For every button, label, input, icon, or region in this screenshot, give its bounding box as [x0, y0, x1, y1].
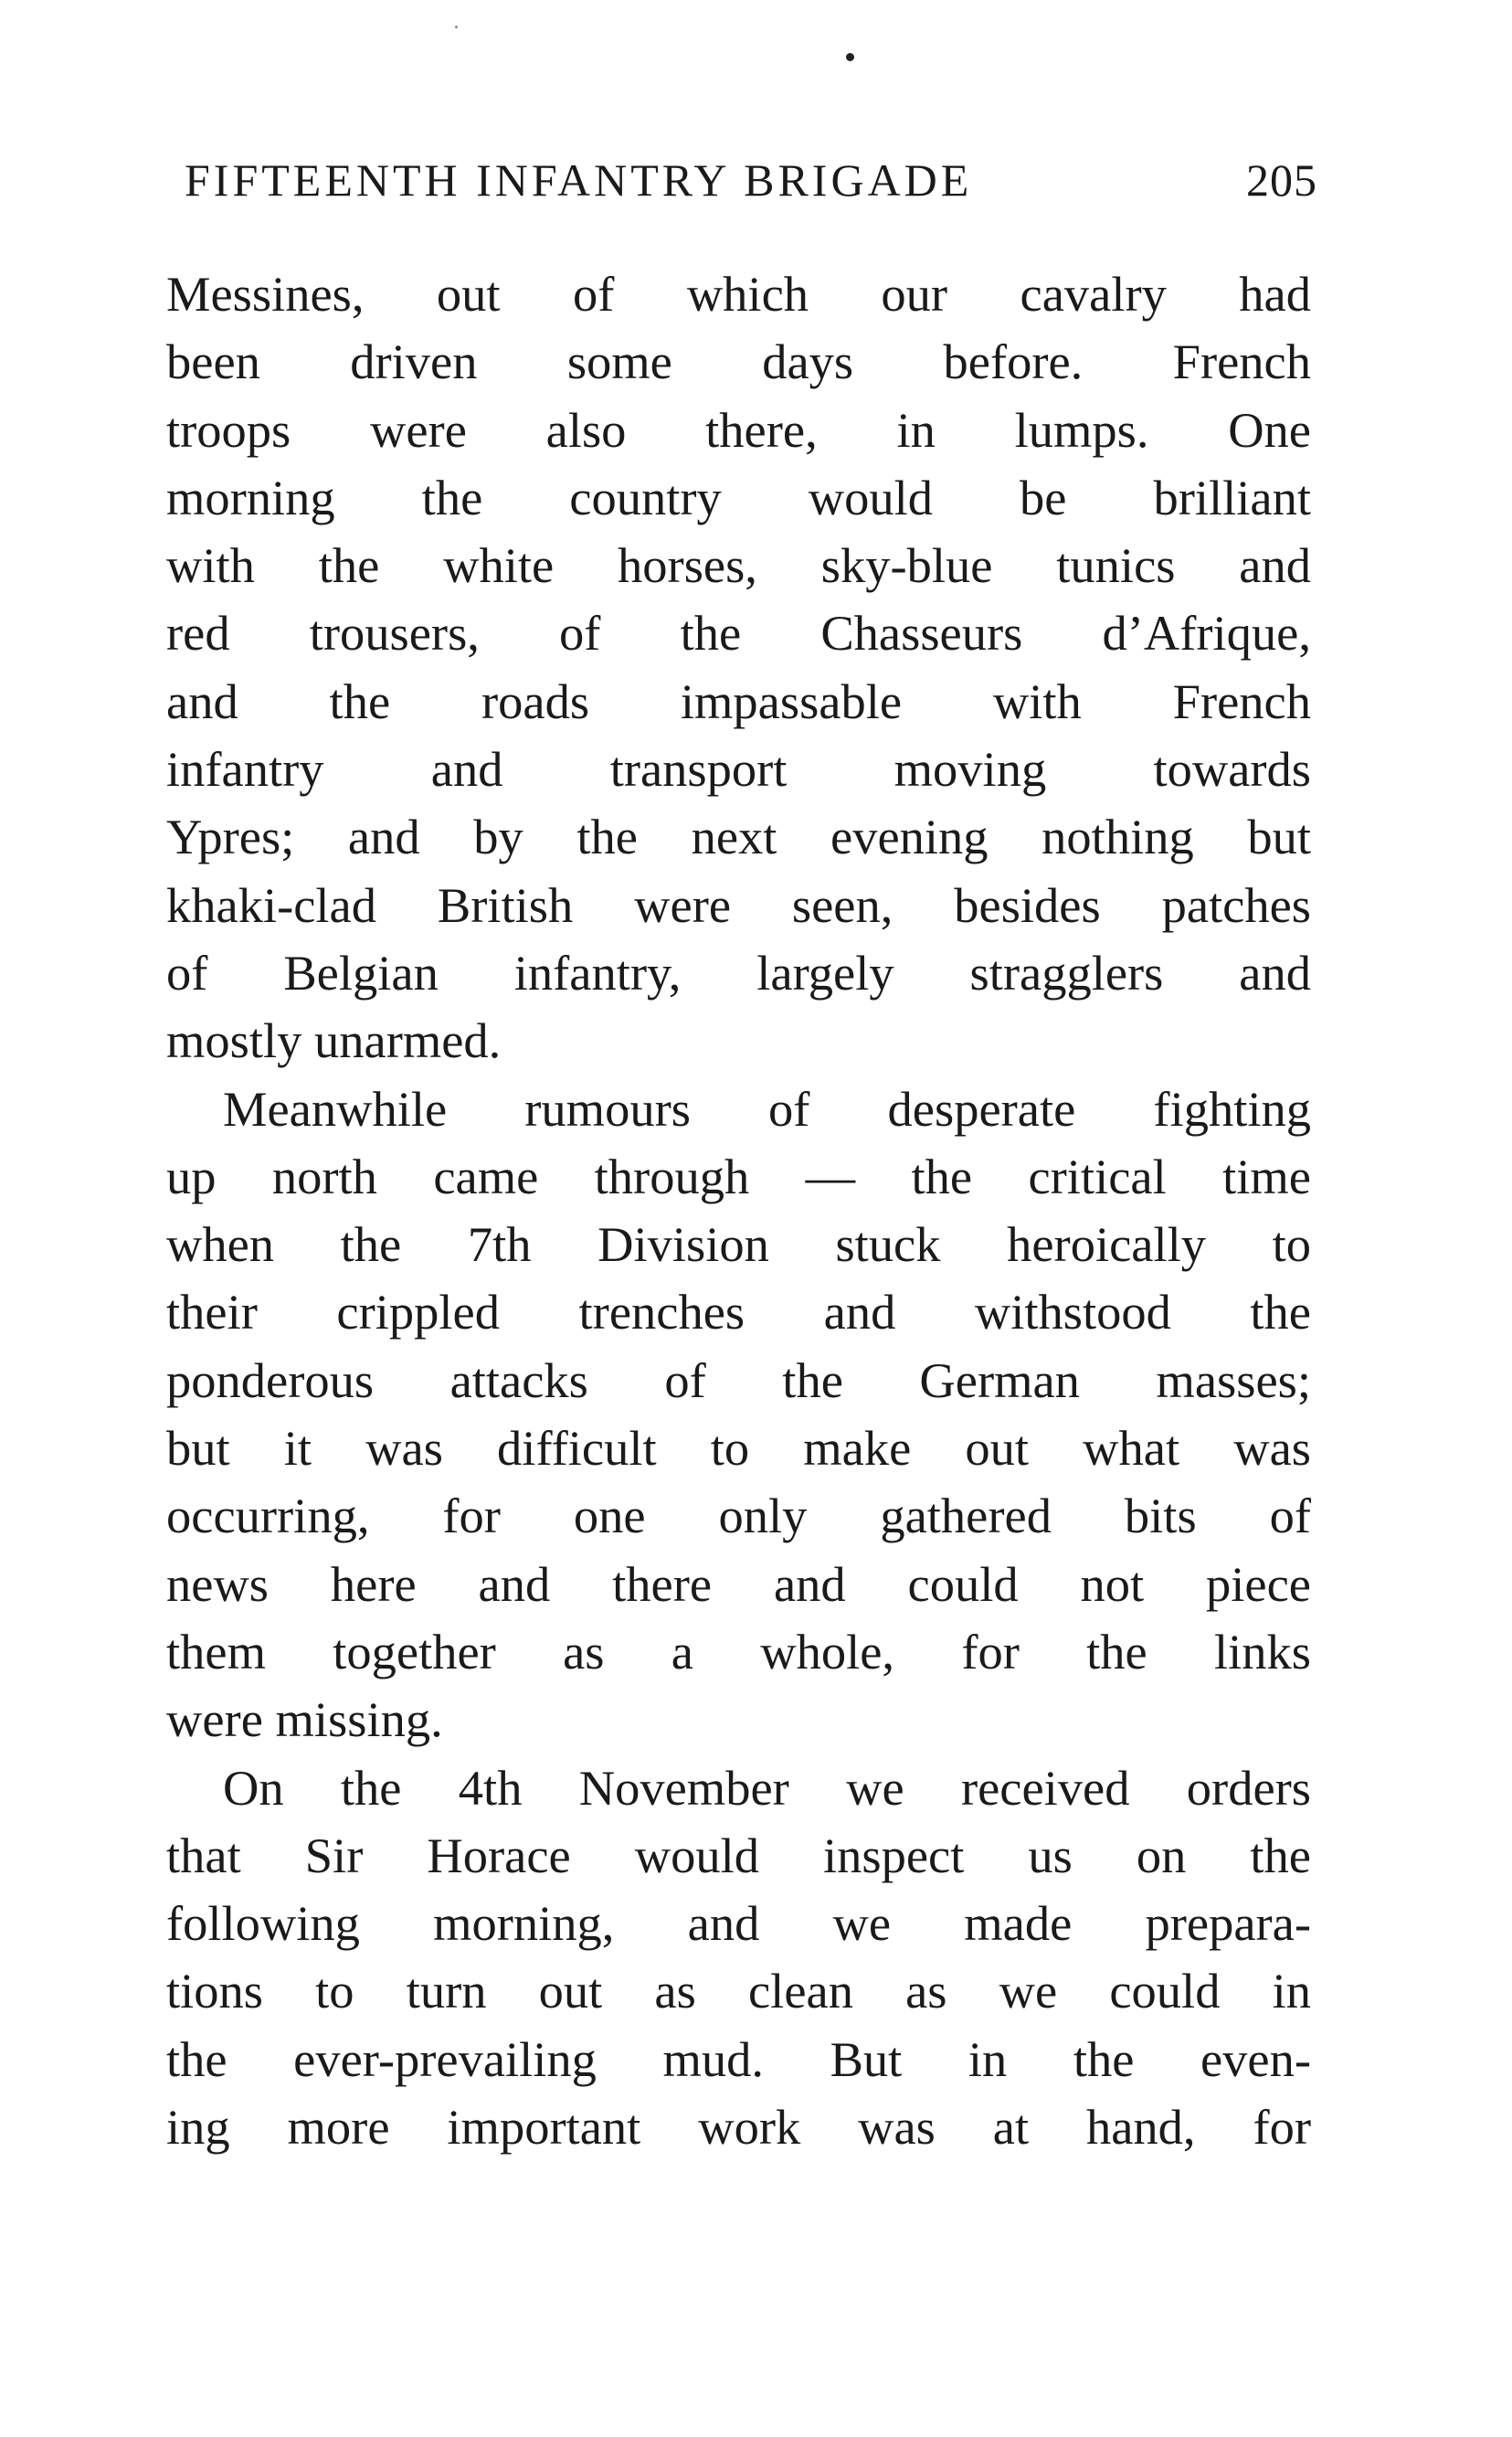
text-line: their crippled trenches and withstood the: [166, 1284, 1311, 1340]
text-line: mostly unarmed.: [166, 1012, 502, 1069]
text-line: tions to turn out as clean as we could in: [166, 1963, 1311, 2019]
text-line: red trousers, of the Chasseurs d’Afrique,: [166, 605, 1311, 662]
text-line: with the white horses, sky-blue tunics and: [166, 537, 1311, 594]
text-line: Meanwhile rumours of desperate fighting: [223, 1080, 1311, 1137]
text-line: up north came through — the critical time: [166, 1148, 1311, 1204]
text-line: ing more important work was at hand, for: [166, 2099, 1311, 2156]
page-header: [185, 154, 1317, 217]
page-number: 205: [1246, 154, 1317, 206]
text-line: of Belgian infantry, largely stragglers and: [166, 944, 1311, 1001]
text-line: On the 4th November we received orders: [223, 1759, 1311, 1816]
running-head: FIFTEENTH INFANTRY BRIGADE: [185, 154, 973, 206]
text-line: troops were also there, in lumps. One: [166, 401, 1311, 458]
text-line: them together as a whole, for the links: [166, 1623, 1311, 1679]
text-line: and the roads impassable with French: [166, 673, 1311, 729]
text-line: the ever-prevailing mud. But in the even-: [166, 2030, 1311, 2087]
text-line: following morning, and we made prepara-: [166, 1895, 1311, 1952]
text-line: morning the country would be brilliant: [166, 469, 1311, 525]
text-line: Messines, out of which our cavalry had: [166, 266, 1311, 322]
text-line: but it was difficult to make out what was: [166, 1420, 1311, 1477]
text-line: been driven some days before. French: [166, 334, 1311, 390]
text-line: khaki-clad British were seen, besides patches: [166, 876, 1311, 933]
text-line: ponderous attacks of the German masses;: [166, 1351, 1311, 1408]
text-line: Ypres; and by the next evening nothing but: [166, 809, 1311, 865]
text-line: were missing.: [166, 1691, 443, 1748]
text-line: news here and there and could not piece: [166, 1555, 1311, 1612]
text-line: when the 7th Division stuck heroically to: [166, 1216, 1311, 1273]
text-line: infantry and transport moving towards: [166, 741, 1311, 798]
body-text: [166, 260, 1311, 2161]
text-line: occurring, for one only gathered bits of: [166, 1488, 1311, 1544]
scan-speck: [846, 53, 854, 61]
text-line: that Sir Horace would inspect us on the: [166, 1827, 1311, 1883]
scan-speck: [455, 26, 458, 28]
